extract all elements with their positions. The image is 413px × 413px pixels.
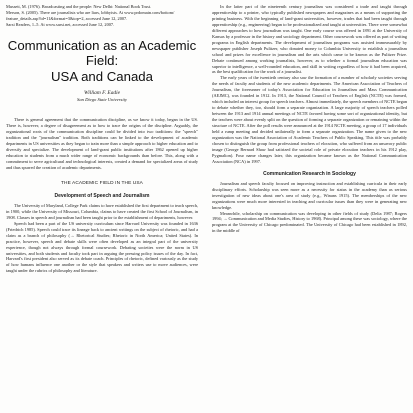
title-block (6, 38, 198, 104)
reference-entry: feature_details.asp?id=11&format=3&top=2, accessed June 12, 2007. (6, 15, 128, 21)
subsection-heading: Development of Speech and Journalism (54, 192, 150, 199)
article-title-line-1: Communication as an Academic Field: (7, 37, 197, 69)
reference-list (6, 4, 198, 28)
reference-entry: Sarsi Readers, 1–5. At www.sarsi.net, accessed June 12, 2007. (6, 21, 115, 27)
reference-entry: Merson, S. (2005). There are journalists who are liars, lobbyists. At www.prdomain.com/bottom/ (6, 9, 175, 15)
intro-paragraph: There is general agreement that the communication discipline, as we know it today, began in the US. There is, however, a degree of disagreement as to how to trace the origins of the discipline. Arguably, the organizational roots of the communication discipline could be divided into two traditions: the "speech" tradition and the "journalism" tradition. Both traditions can be linked to the development of academic departments in US universities as they began to train more than a simple approach to higher education and to diversify and specialize. The development of land-grant public institutions after 1862 opened up higher education to students from a much wider range of economic backgrounds than before. This, along with a commitment to serve agricultural and technological interests, created a demand for specialized areas of study and thus spurred the creation of academic departments. (6, 117, 198, 170)
right-column (212, 4, 407, 409)
body-paragraph: Speech had been a part of the US university curriculum since Harvard University was founded in 1636 (Friedrich 1985). Speech could trace its lineage back to ancient writings on the subject of rhetoric, and had a claim as a branch of philosophy (→ Rhetorical Studies; Rhetoric in North America; United States). In practice, however, speech and debate skills were often developed as an integral part of the university experience, though not always through formal coursework. Debating societies were the norm in US universities, and both students and faculty took part in arguing the pressing policy issues of the day. In fact, Harvard's first president also served as its debate coach. Principles of rhetoric, defined variously as the study of how humans influence one another or the style that speakers and writers use to move audiences, were taught under the rubrics of philosophy and literature. (6, 220, 198, 274)
subsection-heading: Communication Research in Sociology (263, 170, 356, 177)
section-heading: THE ACADEMIC FIELD IN THE USA (61, 180, 143, 186)
reference-entry: Mussett, M. (1976). Broadcasting and the people: New Delhi: National Book Trust. (6, 4, 152, 9)
left-column (6, 4, 198, 409)
body-paragraph: The University of Maryland, College Park claims to have established the first department to teach speech, in 1900, while the University of Missouri, Columbia, claims to have created the first School of Journalism, in 1908. Classes in speech and journalism had been taught prior to the establishment of departments, however. (6, 202, 198, 220)
article-title (6, 38, 198, 85)
body-paragraph: Journalism and speech faculty focused on improving instruction and establishing curricula in their early disciplinary efforts. Scholarship was seen more as a necessity for status in the academy than as serious investigation of new ideas about one's area of study (e.g., Winans 1915). The memberships of the new organizations were much more interested in teaching and curricular issues than they were in generating new knowledge. (212, 180, 407, 210)
author-name: William F. Eadie (84, 90, 120, 97)
author-affiliation: San Diego State University (77, 97, 127, 103)
body-paragraph: In the latter part of the nineteenth century journalism was considered a trade and taught through apprenticeship to a printer, who typically published newspapers and magazines as a means of supporting the printing business. With the beginning of land-grant universities, however, trades that had been taught through apprenticeship (e.g., engineering) began to be professionalized and taught at universities. There were somewhat different approaches to how journalism was taught. One early course was offered in 1891 at the University of Kansas by a professor in the history and sociology department. Other coursework was offered as part of writing programs in English departments. The development of journalism programs was assisted immeasurably by newspaper publisher Joseph Pulitzer, who donated money to Columbia University to establish a journalism school and prizes for excellence in journalism and the arts which came to be known as the Pulitzer Prize. Debate continued among working journalists, however, as to whether a formal journalism education was superior to intelligence, a well-rounded education, and skill in writing regardless of how it had been acquired, as the best qualification for the work of a journalist. (212, 4, 407, 75)
body-paragraph: The early years of the twentieth century also saw the formation of a number of scholarly societies serving the needs of faculty and students of the new academic departments. The American Association of Teachers of Journalism, the forerunner of today's Association for Education in Journalism and Mass Communication (AEJMC), was founded in 1912. In 1913, the National Council of Teachers of English (NCTE) was formed, which included an interest group for speech teachers. Almost immediately, the speech members of NCTE began to debate whether they, too, should form a separate organization. A large majority of speech teachers polled between the 1913 and 1914 annual meetings of NCTE favored having some sort of organizational identity, but the teachers were about evenly split on the question of forming a separate organization or remaining within the structure of NCTE. After the poll results were announced at the 1914 NCTE meeting, a group of 17 individuals held a rump meeting and decided unilaterally to form a separate organization. The name given to the new organization was the National Association of Academic Teachers of Public Speaking. This title was probably chosen to distinguish the group from professional teachers of elocution, who suffered from an unsavory public image (George Bernard Shaw had satirized the societal role of private elocution teachers in his 1912 play, Pygmalion). Four name changes later, this organization became known as the National Communication Association (NCA) in 1997. (212, 75, 407, 164)
body-paragraph: Meanwhile, scholarship on communication was developing in other fields of study (Delia 1987; Rogers 1994; → Communication and Media Studies, History to 1968). Principal among these was sociology, where the program at the University of Chicago predominated. The University of Chicago had been established in 1892, in the middle of (212, 210, 407, 234)
article-title-line-2: USA and Canada (51, 68, 153, 84)
